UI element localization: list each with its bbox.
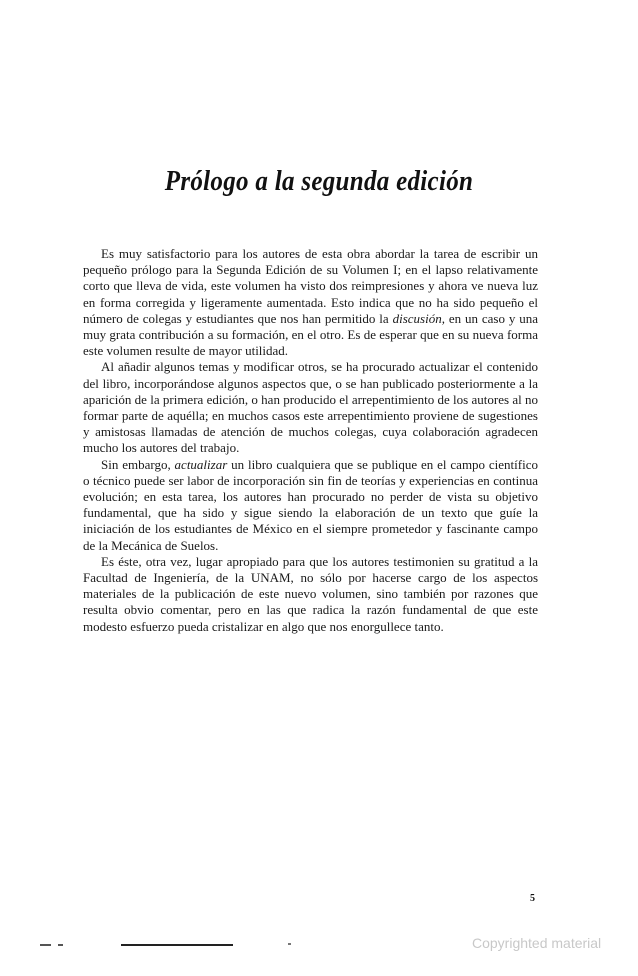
scan-mark bbox=[288, 943, 291, 945]
text-run: Es muy satisfactorio para los autores de esta obra abordar la tarea de escribir un pequeño prólogo para la Segunda Edición de su Volumen I; en el lapso relativamente corto que lleva de vida, este volumen ha visto dos reimpresiones y ahora ve nueva luz en forma corregida y ligeramente aumentada. Esto indica que no ha sido pequeño el número de colegas y estudiantes que nos han permitido la bbox=[83, 246, 538, 326]
text-run: Es éste, otra vez, lugar apropiado para que los autores testimonien su gratitud a la Facultad de Ingeniería, de la UNAM, no sólo por hacerse cargo de los aspectos materiales de la publicación de este nuevo volumen, sino también por razones que resulta obvio comentar, pero en las que radica la razón fundamental de que este modesto esfuerzo pueda cristalizar en algo que nos enorgullece tanto. bbox=[83, 553, 538, 634]
text-run: un libro cualquiera que se publique en el campo científico o técnico puede ser labor de incorporación sin fin de teorías y experiencias en continua evolución; en esta tarea, los autores han procurado no perder de vista su objetivo fundamental, que ha sido y sigue siendo la elaboración de un texto que guíe la iniciación de los estudiantes de México en el siempre prometedor y fascinante campo de la Mecánica de Suelos. bbox=[83, 456, 538, 553]
text-run: Al añadir algunos temas y modificar otros, se ha procurado actualizar el contenido del libro, incorporándose algunos aspectos que, o se han publicado posteriormente a la aparición de la primera edición, o han producido el arrepentimiento de los autores al no formar parte de aquélla; en muchos casos este arrepentimiento proviene de sugestiones y amistosas llamadas de atención de muchos colegas, cuya colaboración agradecen mucho los autores del trabajo. bbox=[83, 359, 538, 456]
italic-text-run: actualizar bbox=[174, 456, 228, 472]
paragraph bbox=[83, 457, 538, 554]
page-number: 5 bbox=[530, 893, 535, 904]
copyright-watermark: Copyrighted material bbox=[472, 935, 602, 951]
paragraph bbox=[83, 246, 538, 359]
text-run: en un caso y una muy grata contribución a su formación, en el otro. Es de esperar que en su nueva forma este volumen resulte de mayor utilidad. bbox=[83, 310, 538, 359]
italic-text-run: discusión, bbox=[392, 310, 445, 326]
footer-rule bbox=[121, 944, 233, 946]
text-run: Sin embargo, bbox=[101, 456, 175, 472]
page-title: Prólogo a la segunda edición bbox=[164, 166, 474, 197]
scan-mark bbox=[58, 944, 63, 946]
paragraph bbox=[83, 554, 538, 635]
prologue-body bbox=[83, 246, 538, 635]
scan-mark bbox=[40, 944, 51, 946]
paragraph bbox=[83, 359, 538, 456]
